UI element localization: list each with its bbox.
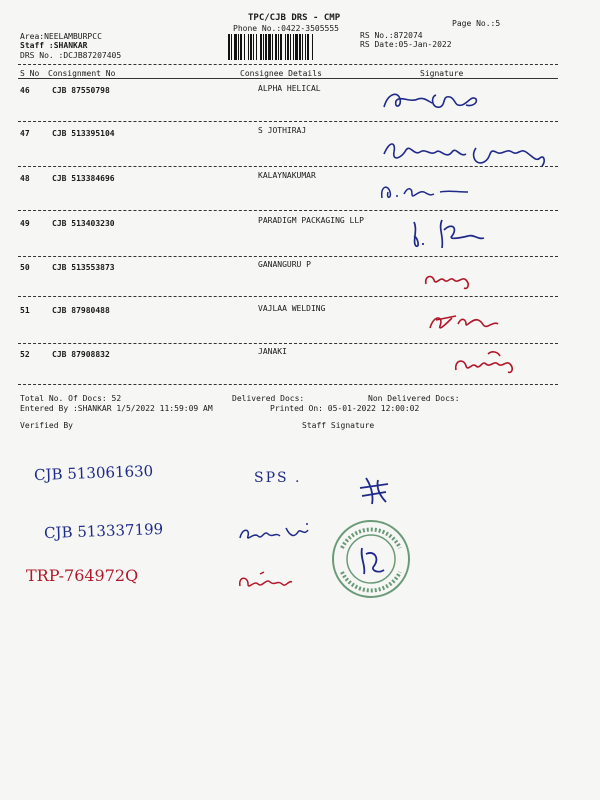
row-consignee: ALPHA HELICAL xyxy=(258,84,321,93)
signature-48 xyxy=(376,178,476,204)
row-consignee: VAJLAA WELDING xyxy=(258,304,326,313)
verifier-signature xyxy=(356,474,396,508)
barcode xyxy=(228,34,351,60)
drs-value: :DCJB87207405 xyxy=(58,51,122,60)
row-sno: 49 xyxy=(20,219,30,228)
row-consignment-no: CJB 513553873 xyxy=(52,263,115,272)
row-consignment-no: CJB 87908832 xyxy=(52,350,110,359)
entered-by: Entered By :SHANKAR 1/5/2022 11:59:09 AM xyxy=(20,404,213,413)
office-stamp xyxy=(330,518,412,604)
handwritten-name-2 xyxy=(236,518,316,548)
divider xyxy=(18,296,558,297)
row-consignment-no: CJB 513395104 xyxy=(52,129,115,138)
row-consignment-no: CJB 87550798 xyxy=(52,86,110,95)
handwritten-name-3 xyxy=(236,566,296,596)
divider xyxy=(18,78,558,79)
row-consignee: GANANGURU P xyxy=(258,260,311,269)
divider xyxy=(18,210,558,211)
staff-value: :SHANKAR xyxy=(48,41,88,50)
row-consignee: KALAYNAKUMAR xyxy=(258,171,316,180)
signature-50 xyxy=(420,266,480,292)
printed-on: Printed On: 05-01-2022 12:00:02 xyxy=(270,404,420,413)
rs-number: RS No.:872074 xyxy=(360,31,423,40)
area-value: :NEELAMBURPCC xyxy=(39,32,102,41)
total-docs: Total No. Of Docs: 52 xyxy=(20,394,122,403)
row-sno: 52 xyxy=(20,350,30,359)
row-consignment-no: CJB 513384696 xyxy=(52,174,115,183)
area-label: Area xyxy=(20,32,40,41)
row-sno: 48 xyxy=(20,174,30,183)
delivered-docs: Delivered Docs: xyxy=(232,394,305,403)
drs-label: DRS No. xyxy=(20,51,54,60)
row-sno: 46 xyxy=(20,86,30,95)
handwritten-note-2: CJB 513337199 xyxy=(43,519,164,543)
divider xyxy=(18,121,558,122)
row-consignee: PARADIGM PACKAGING LLP xyxy=(258,216,364,225)
divider xyxy=(18,343,558,344)
col-header-consignee: Consignee Details xyxy=(240,69,322,78)
signature-49 xyxy=(404,214,494,254)
signature-52 xyxy=(452,346,522,380)
handwritten-note-1b: SPS . xyxy=(254,470,302,486)
document-title: TPC/CJB DRS - CMP xyxy=(248,13,341,23)
non-delivered-docs: Non Delivered Docs: xyxy=(368,394,460,403)
divider xyxy=(18,64,558,65)
signature-46 xyxy=(380,85,490,115)
drs-field xyxy=(20,51,121,60)
signature-51 xyxy=(426,306,502,336)
barcode-bar xyxy=(313,34,314,60)
staff-label: Staff xyxy=(20,41,45,50)
divider xyxy=(18,256,558,257)
staff-field xyxy=(20,41,87,50)
phone-number: Phone No.:0422-3505555 xyxy=(233,24,339,33)
area-field xyxy=(20,32,102,41)
col-header-consignment: Consignment No xyxy=(48,69,116,78)
verified-by-label: Verified By xyxy=(20,421,73,430)
row-consignment-no: CJB 87980488 xyxy=(52,306,110,315)
rs-date: RS Date:05-Jan-2022 xyxy=(360,40,452,49)
handwritten-note-3: TRP-764972Q xyxy=(26,566,139,585)
staff-signature-label: Staff Signature xyxy=(302,421,375,430)
row-sno: 47 xyxy=(20,129,30,138)
handwritten-note-1: CJB 513061630 xyxy=(33,461,154,485)
col-header-sno: S No xyxy=(20,69,40,78)
row-consignee: JANAKI xyxy=(258,347,287,356)
row-sno: 50 xyxy=(20,263,30,272)
row-sno: 51 xyxy=(20,306,30,315)
divider xyxy=(18,384,558,385)
row-consignee: S JOTHIRAJ xyxy=(258,126,307,135)
divider xyxy=(18,166,558,167)
col-header-signature: Signature xyxy=(420,69,464,78)
row-consignment-no: CJB 513403230 xyxy=(52,219,115,228)
page-number: Page No.:5 xyxy=(452,19,501,28)
